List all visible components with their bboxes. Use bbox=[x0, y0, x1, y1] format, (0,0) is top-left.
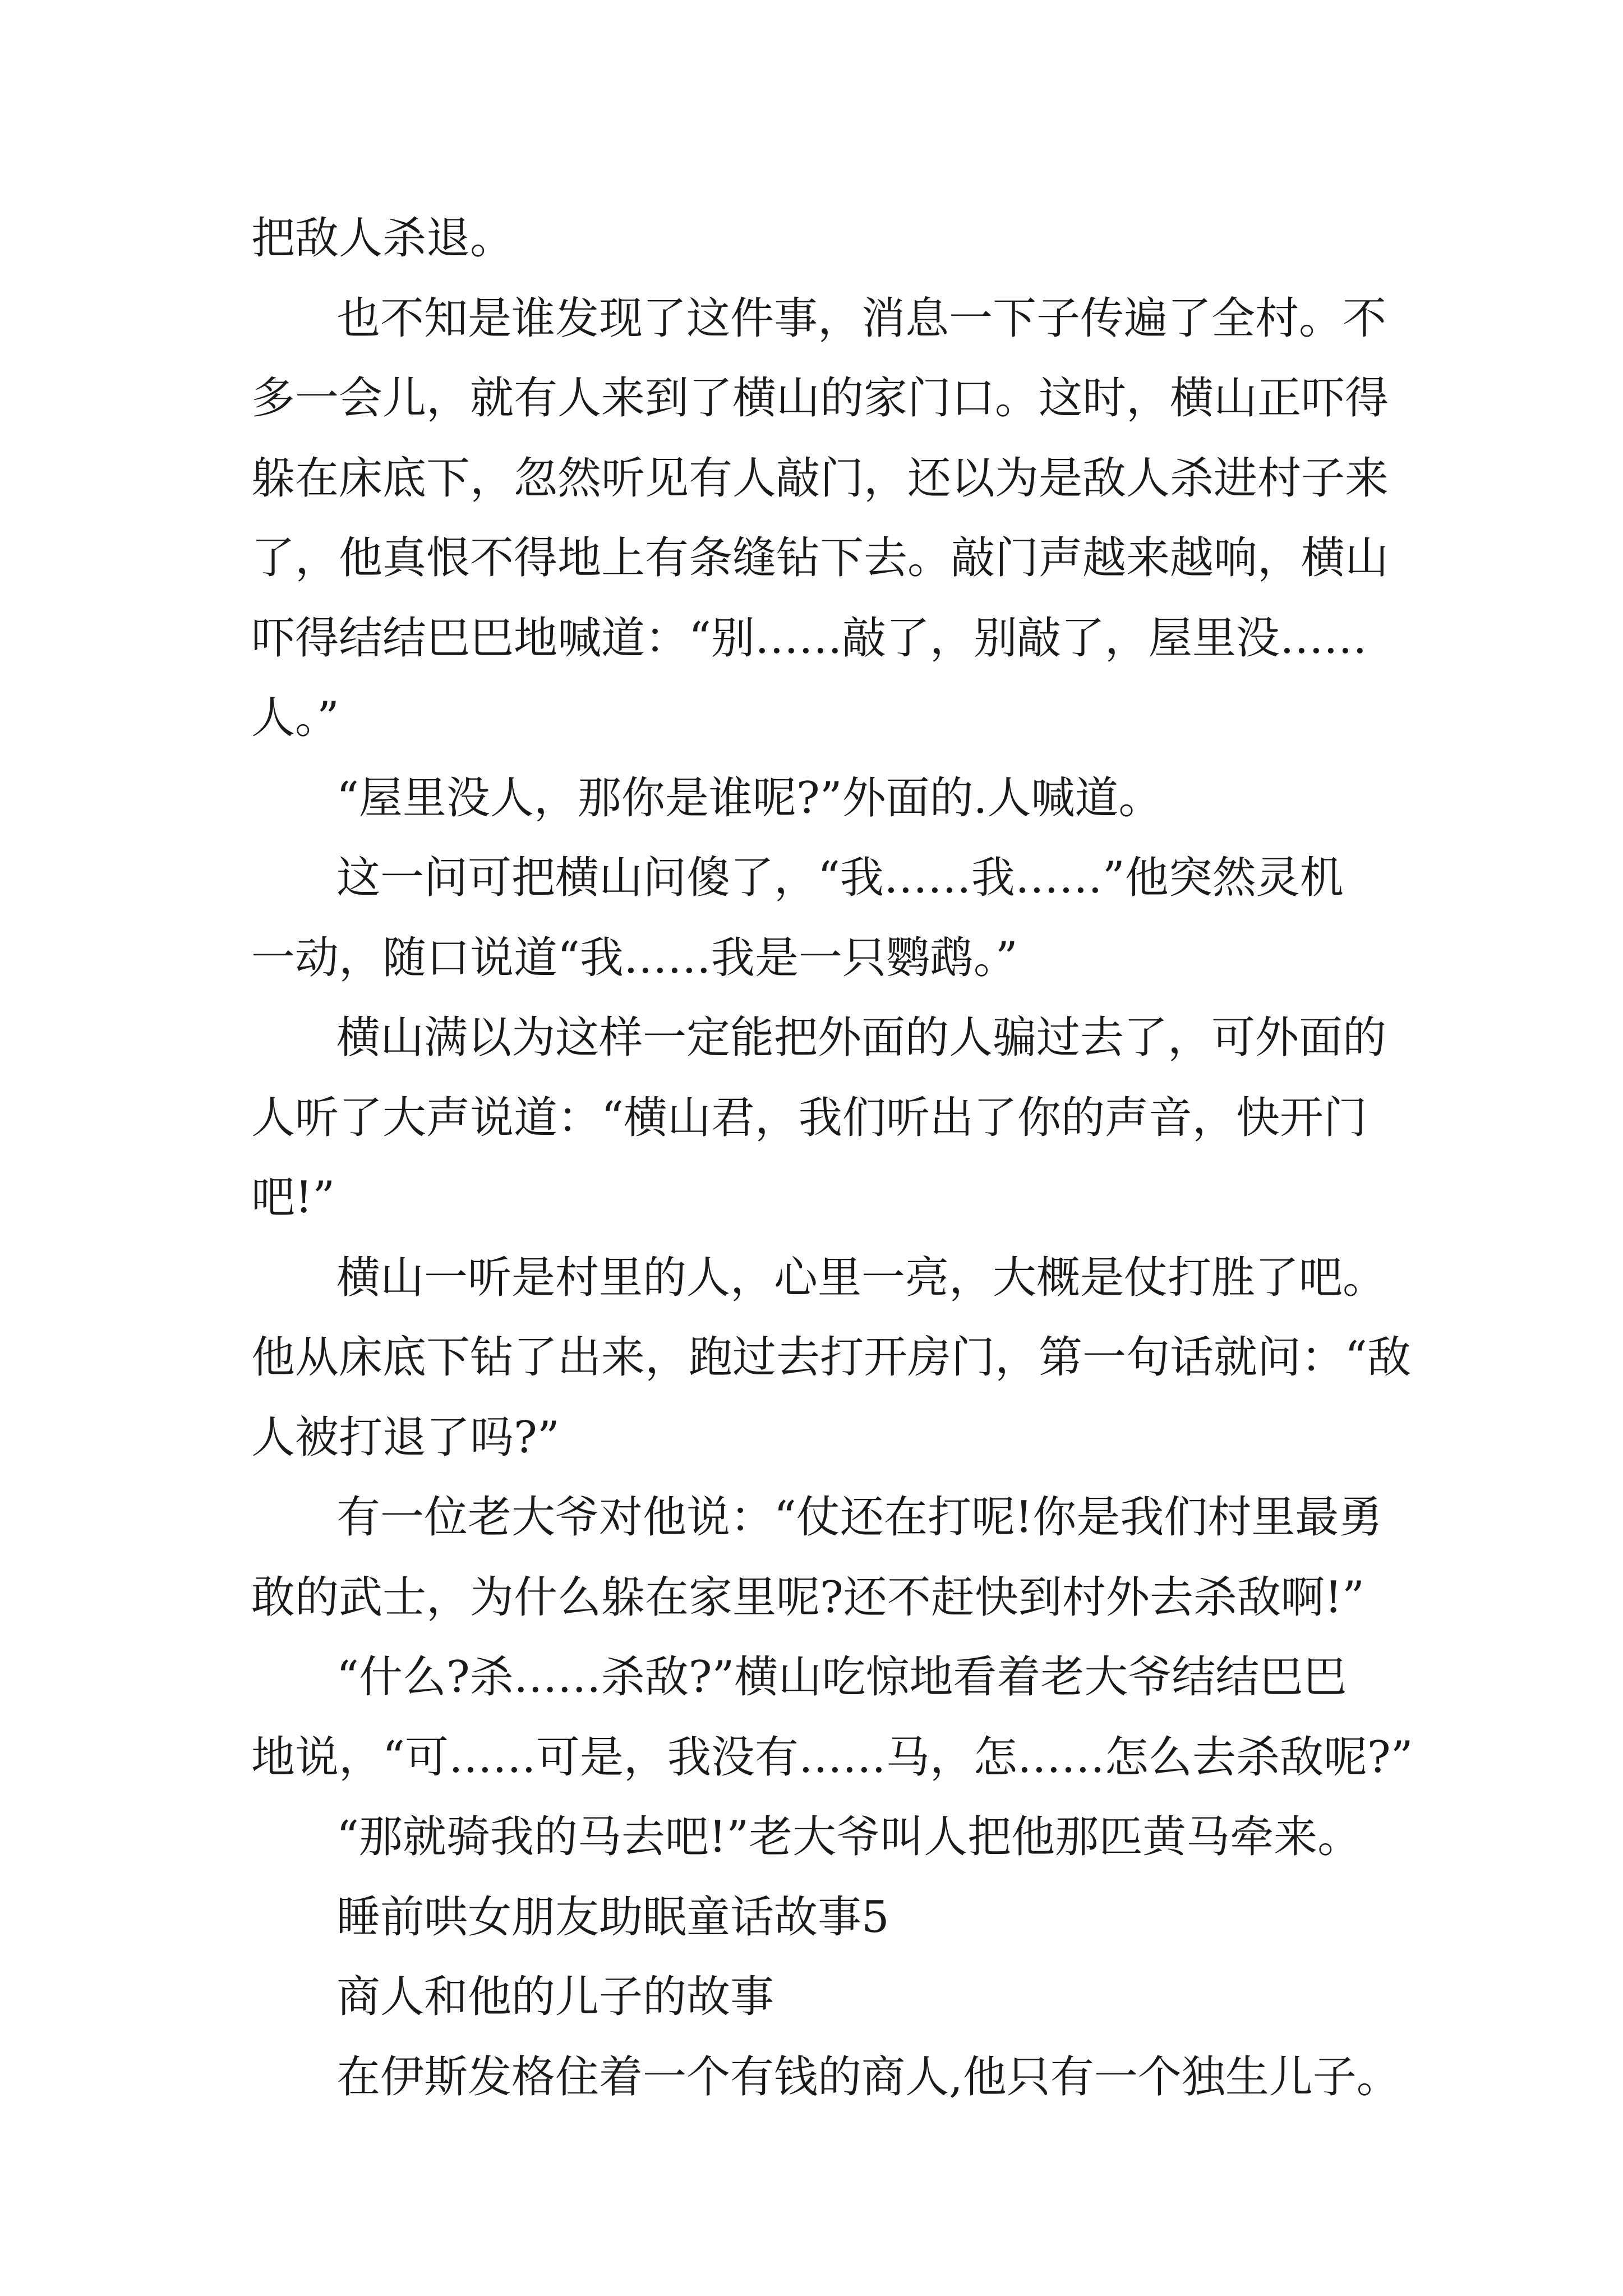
paragraph-start: “什么?杀……杀敌?”横山吃惊地看着老大爷结结巴巴 bbox=[336, 1652, 1347, 1703]
paragraph-start: 也不知是谁发现了这件事，消息一下子传遍了全村。不 bbox=[336, 293, 1387, 344]
text-line: 人。” bbox=[251, 693, 339, 743]
text-line: 人听了大声说道：“横山君，我们听出了你的声音，快开门 bbox=[251, 1093, 1367, 1143]
text-line: 敢的武士，为什么躲在家里呢?还不赶快到村外去杀敌啊!” bbox=[251, 1572, 1365, 1623]
paragraph-start: “屋里没人，那你是谁呢?”外面的.人喊道。 bbox=[336, 773, 1163, 823]
text-line: 把敌人杀退。 bbox=[251, 213, 514, 264]
text-line: 了，他真恨不得地上有条缝钻下去。敲门声越来越响，横山 bbox=[251, 533, 1389, 583]
section-heading: 睡前哄女朋友助眠童话故事5 bbox=[336, 1892, 889, 1943]
text-line: 多一会儿，就有人来到了横山的家门口。这时，横山正吓得 bbox=[251, 373, 1389, 424]
paragraph-start: 在伊斯发格住着一个有钱的商人,他只有一个独生儿子。 bbox=[336, 2052, 1400, 2102]
text-line: 人被打退了吗?” bbox=[251, 1412, 560, 1463]
paragraph-start: 这一问可把横山问傻了，“我……我……”他突然灵机 bbox=[336, 853, 1344, 903]
text-line: 地说，“可……可是，我没有……马，怎……怎么去杀敌呢?” bbox=[251, 1732, 1413, 1783]
paragraph-start: 横山满以为这样一定能把外面的人骗过去了，可外面的 bbox=[336, 1013, 1387, 1063]
text-line: 他从床底下钻了出来，跑过去打开房门，第一句话就问：“敌 bbox=[251, 1332, 1411, 1383]
paragraph-start: “那就骑我的马去吧!”老大爷叫人把他那匹黄马牵来。 bbox=[336, 1812, 1362, 1862]
text-line: 吓得结结巴巴地喊道：“别……敲了，别敲了，屋里没…… bbox=[251, 613, 1367, 664]
paragraph-start: 横山一听是村里的人，心里一亮，大概是仗打胜了吧。 bbox=[336, 1253, 1387, 1303]
text-line: 一动，随口说道“我……我是一只鹦鹉。” bbox=[251, 933, 1018, 983]
paragraph-start: 有一位老大爷对他说：“仗还在打呢!你是我们村里最勇 bbox=[336, 1492, 1383, 1543]
story-title: 商人和他的儿子的故事 bbox=[336, 1972, 774, 2022]
text-line: 吧!” bbox=[251, 1172, 335, 1223]
text-line: 躲在床底下，忽然听见有人敲门，还以为是敌人杀进村子来 bbox=[251, 453, 1389, 504]
